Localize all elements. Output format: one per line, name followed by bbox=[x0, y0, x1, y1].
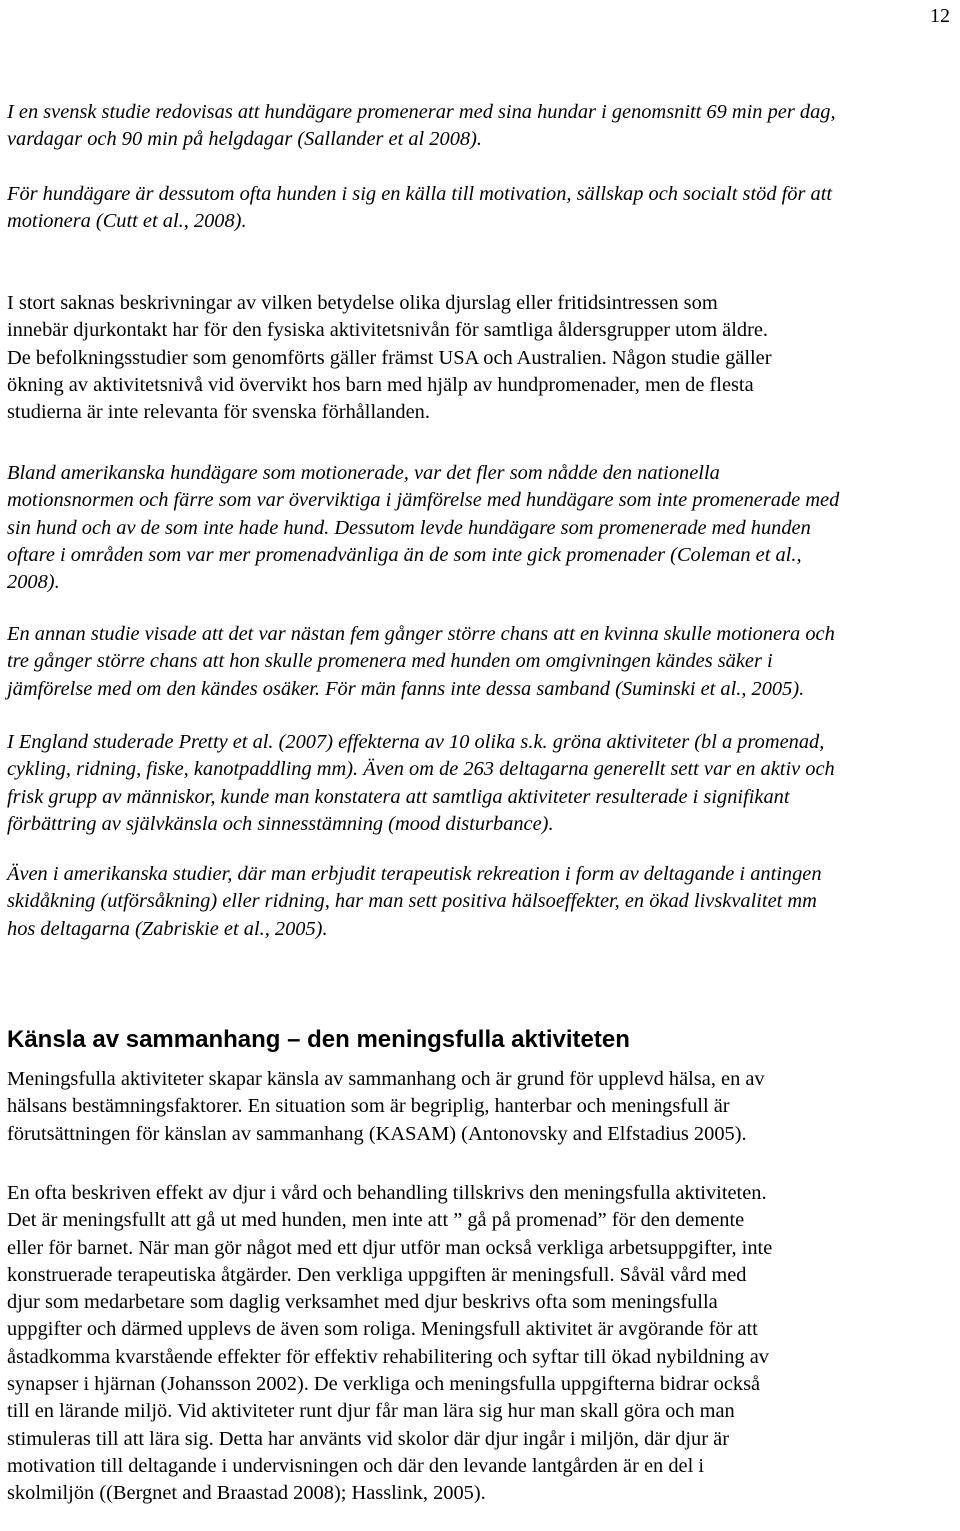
text-line: skidåkning (utförsåkning) eller ridning, har man sett positiva hälsoeffekter, en ökad livskvalitet mm bbox=[7, 890, 817, 913]
text-line: studierna är inte relevanta för svenska förhållanden. bbox=[7, 401, 430, 424]
text-line: frisk grupp av människor, kunde man konstatera att samtliga aktiviteter resulterade i signifikant bbox=[7, 785, 790, 808]
text-line: För hundägare är dessutom ofta hunden i sig en källa till motivation, sällskap och socialt stöd för att bbox=[7, 183, 833, 205]
text-line: Bland amerikanska hundägare som motionerade, var det fler som nådde den nationella bbox=[7, 462, 720, 484]
section-heading: Känsla av sammanhang – den meningsfulla aktiviteten bbox=[7, 1026, 630, 1053]
paragraph-dog-motivation bbox=[7, 181, 957, 236]
text-line: hos deltagarna (Zabriskie et al., 2005). bbox=[7, 917, 328, 940]
text-line: De befolkningsstudier som genomförts gäller främst USA och Australien. Någon studie gäller bbox=[7, 346, 772, 369]
text-line: motionsnormen och färre som var överviktiga i jämförelse med hundägare som inte promenerade med bbox=[7, 489, 840, 512]
paragraph-women-study bbox=[7, 621, 957, 703]
text-line: åstadkomma kvarstående effekter för effektiv rehabilitering och syftar till ökad nybildning av bbox=[7, 1345, 769, 1368]
text-line: Meningsfulla aktiviteter skapar känsla av sammanhang och är grund för upplevd hälsa, en av bbox=[7, 1068, 765, 1090]
text-line: hälsans bestämningsfaktorer. En situation som är begriplig, hanterbar och meningsfull är bbox=[7, 1095, 730, 1118]
text-line: I England studerade Pretty et al. (2007) effekterna av 10 olika s.k. gröna aktiviteter (bl a promenad, bbox=[7, 731, 825, 753]
paragraph-therapeutic-recreation bbox=[7, 861, 957, 943]
text-line: tre gånger större chans att hon skulle promenera med hunden om omgivningen kändes säker i bbox=[7, 650, 773, 673]
text-line: jämförelse med om den kändes osäker. För män fanns inte dessa samband (Suminski et al., 2005). bbox=[7, 677, 805, 700]
text-line: En ofta beskriven effekt av djur i vård och behandling tillskrivs den meningsfulla aktiviteten. bbox=[7, 1182, 767, 1204]
text-line: förutsättningen för känslan av sammanhang (KASAM) (Antonovsky and Elfstadius 2005). bbox=[7, 1122, 747, 1145]
text-line: stimuleras till att lära sig. Detta har använts vid skolor där djur ingår i miljön, där djur är bbox=[7, 1427, 729, 1450]
paragraph-meaningful-activities bbox=[7, 1066, 957, 1148]
text-line: motivation till deltagande i undervisningen och där den levande lantgården är en del i bbox=[7, 1454, 705, 1477]
text-line: synapser i hjärnan (Johansson 2002). De verkliga och meningsfulla uppgifterna bidrar också bbox=[7, 1373, 761, 1396]
paragraph-animals-in-care bbox=[7, 1180, 957, 1508]
text-line: En annan studie visade att det var nästan fem gånger större chans att en kvinna skulle motionera och bbox=[7, 623, 835, 645]
paragraph-american-dog-owners bbox=[7, 460, 957, 596]
text-line: uppgifter och därmed upplevs de även som roliga. Meningsfull aktivitet är avgörande för att bbox=[7, 1318, 758, 1341]
text-line: Det är meningsfullt att gå ut med hunden, men inte att ” gå på promenad” för den demente bbox=[7, 1209, 745, 1232]
text-line: djur som medarbetare som daglig verksamhet med djur beskrivs ofta som meningsfulla bbox=[7, 1291, 718, 1314]
text-line: sin hund och av de som inte hade hund. Dessutom levde hundägare som promenerade med hunden bbox=[7, 516, 811, 539]
text-line: förbättring av självkänsla och sinnesstämning (mood disturbance). bbox=[7, 812, 554, 835]
text-line: konstruerade terapeutiska åtgärder. Den verkliga uppgiften är meningsfull. Såväl vård med bbox=[7, 1263, 747, 1286]
text-line: I en svensk studie redovisas att hundägare promenerar med sina hundar i genomsnitt 69 min per dag, bbox=[7, 101, 836, 123]
text-line: I stort saknas beskrivningar av vilken betydelse olika djurslag eller fritidsintressen som bbox=[7, 292, 718, 314]
page-number: 12 bbox=[930, 5, 950, 27]
paragraph-lack-of-descriptions bbox=[7, 290, 957, 426]
text-line: eller för barnet. När man gör något med ett djur utför man också verkliga arbetsuppgifter, inte bbox=[7, 1236, 773, 1259]
paragraph-dog-walking-time bbox=[7, 99, 957, 154]
text-line: ökning av aktivitetsnivå vid övervikt hos barn med hjälp av hundpromenader, men de flesta bbox=[7, 373, 754, 396]
text-line: motionera (Cutt et al., 2008). bbox=[7, 210, 247, 233]
text-line: till en lärande miljö. Vid aktiviteter runt djur får man lära sig hur man skall göra och man bbox=[7, 1400, 735, 1423]
paragraph-england-green-activities bbox=[7, 729, 957, 838]
text-line: cykling, ridning, fiske, kanotpaddling mm). Även om de 263 deltagarna generellt sett var en aktiv och bbox=[7, 758, 835, 781]
text-line: vardagar och 90 min på helgdagar (Sallander et al 2008). bbox=[7, 128, 482, 151]
text-line: Även i amerikanska studier, där man erbjudit terapeutisk rekreation i form av deltagande i antingen bbox=[7, 863, 822, 885]
text-line: innebär djurkontakt har för den fysiska aktivitetsnivån för samtliga åldersgrupper utom äldre. bbox=[7, 319, 769, 342]
text-line: oftare i områden som var mer promenadvänliga än de som inte gick promenader (Coleman et al., bbox=[7, 543, 802, 566]
text-line: skolmiljön ((Bergnet and Braastad 2008); Hasslink, 2005). bbox=[7, 1482, 486, 1505]
text-line: 2008). bbox=[7, 571, 60, 594]
